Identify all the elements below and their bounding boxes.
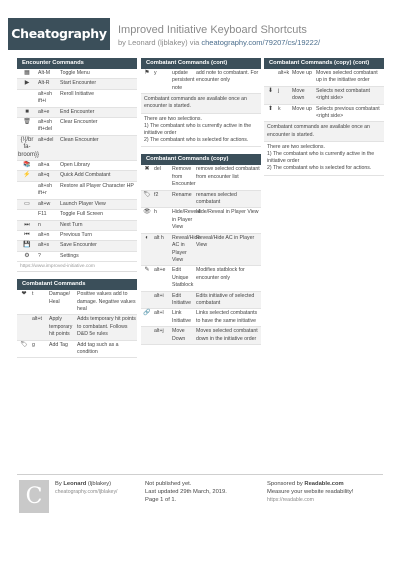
last-updated: Last updated 29th March, 2019. — [145, 489, 227, 495]
shortcut-key: alt+i — [154, 292, 164, 299]
shortcut-icon: 🗑 — [23, 119, 31, 126]
shortcut-name: Move up — [292, 70, 312, 76]
shortcut-description: Selects previous combatant <right side> — [316, 105, 380, 120]
shortcut-row — [141, 309, 261, 327]
shortcut-name: Edit Initiative — [172, 292, 192, 306]
page-count: Page 1 of 1. — [145, 497, 177, 503]
shortcut-key: Alt-R — [38, 80, 50, 87]
shortcut-icon: ⬇ — [267, 87, 274, 94]
shortcut-key: alt+q — [38, 172, 50, 179]
shortcut-key: alt+s — [38, 242, 50, 249]
shortcut-row — [141, 165, 261, 190]
shortcut-name: Hide/Reveal in Player View — [172, 209, 201, 231]
shortcut-key: alt+n — [38, 231, 50, 238]
shortcut-key: k — [278, 105, 281, 112]
byline-author: by Leonard (ljblakey) via — [118, 38, 202, 47]
encounter-commands-table — [17, 69, 137, 262]
selections-note — [141, 114, 261, 148]
shortcut-description: add note to combatant. For encounter only — [196, 70, 259, 84]
shortcut-key: alt+a — [38, 162, 50, 169]
shortcut-icon: ⏭ — [24, 221, 30, 228]
combatant-commands-table — [17, 290, 137, 358]
shortcut-row — [141, 191, 261, 209]
shortcut-description: Launch Player View — [60, 200, 106, 207]
shortcut-row — [17, 90, 137, 108]
shortcut-icon: 👁 — [143, 209, 151, 216]
shortcut-icon: {!{/br fa-broom}} — [18, 136, 40, 158]
shortcut-icon — [141, 293, 153, 308]
shortcut-name: Apply temporary hit points — [49, 316, 73, 338]
shortcut-key: g — [32, 341, 35, 348]
shortcut-name: Edit Unique Statblock — [172, 267, 194, 289]
shortcut-icon: 💾 — [23, 242, 31, 249]
shortcut-description: Save Encounter — [60, 242, 97, 249]
shortcut-description: Toggle Full Screen — [60, 211, 103, 218]
shortcut-description: Reveal/Hide AC in Player View — [196, 234, 255, 249]
byline — [118, 38, 320, 47]
shortcut-icon: ⚙ — [24, 252, 30, 259]
shortcut-row — [141, 266, 261, 291]
shortcut-row — [17, 136, 137, 161]
shortcut-name: Damage/ Heal — [49, 291, 71, 305]
shortcut-row — [17, 182, 137, 200]
combatant-copy-cont-table — [264, 69, 384, 122]
shortcut-row — [17, 241, 137, 251]
shortcut-name: Move Down — [172, 328, 186, 342]
shortcut-description: Reroll Initiative — [60, 90, 95, 97]
shortcut-key: n — [38, 221, 41, 228]
sponsor-link[interactable]: https://readable.com — [267, 497, 315, 503]
shortcut-description: Settings — [60, 252, 79, 259]
column-3 — [264, 58, 384, 176]
shortcut-description: Moves selected combatant down in the initiative order — [196, 328, 258, 342]
shortcut-row — [17, 210, 137, 220]
shortcut-key: del — [154, 166, 161, 173]
shortcut-icon: 🔗 — [143, 310, 151, 317]
note-line: 2) The combatant who is selected for actions. — [144, 137, 249, 144]
shortcut-row — [17, 118, 137, 136]
shortcut-row — [264, 87, 384, 105]
shortcut-icon: ⚑ — [144, 70, 150, 76]
shortcut-key: y — [154, 70, 157, 76]
note-line: 2) The combatant who is selected for actions. — [267, 165, 372, 172]
shortcut-icon — [141, 328, 153, 343]
shortcut-row — [141, 208, 261, 233]
shortcut-description: Adds temporary hit points to combatant. Follows D&D 5e rules — [77, 316, 136, 338]
column-1 — [17, 58, 137, 358]
note-line: 1) The combatant who is currently active in the initiative order — [144, 122, 252, 137]
shortcut-icon: ▦ — [24, 70, 30, 76]
published-status: Not published yet. — [145, 481, 192, 487]
column-2 — [141, 58, 261, 345]
shortcut-icon: ▭ — [24, 200, 30, 207]
shortcut-icon: ⬆ — [267, 105, 274, 112]
note-line: There are two selections. — [144, 115, 202, 122]
shortcut-icon: ◐ — [145, 234, 149, 241]
shortcut-icon: ▶ — [24, 80, 30, 87]
shortcut-name: Move down — [292, 87, 305, 102]
shortcut-row — [264, 69, 384, 87]
sponsor-line: Sponsored by Readable.com — [267, 481, 344, 487]
shortcut-icon: ✖ — [144, 166, 150, 173]
shortcut-row — [141, 292, 261, 310]
shortcut-description: Hide/Reveal in Player View — [196, 209, 259, 216]
shortcut-key: t — [32, 291, 34, 298]
source-url[interactable]: https://www.improved-initiative.com — [17, 262, 137, 272]
shortcut-icon: ⚡ — [23, 172, 31, 179]
shortcut-key: alt+e — [38, 108, 50, 115]
shortcut-description: Modifies statblock for encounter only — [196, 267, 245, 281]
shortcut-icon: ■ — [25, 108, 29, 115]
shortcut-row — [17, 341, 137, 359]
shortcut-description: Start Encounter — [60, 80, 97, 87]
shortcut-description: Links selected combatants to have the same initiative — [196, 310, 258, 324]
shortcut-icon — [17, 316, 31, 338]
shortcut-row — [17, 200, 137, 210]
shortcut-description: Quick Add Combatant — [60, 172, 111, 179]
shortcut-name: Rename — [172, 191, 192, 198]
note-line: There are two selections. — [267, 143, 325, 150]
shortcut-key: f2 — [154, 191, 159, 198]
combatant-copy-cont-heading: Combatant Commands (copy) (cont) — [264, 58, 384, 69]
shortcut-key: F11 — [38, 211, 47, 218]
shortcut-row — [17, 252, 137, 262]
page-title: Improved Initiative Keyboard Shortcuts — [118, 24, 307, 36]
shortcut-name: Add Tag — [49, 341, 68, 348]
cheatography-logo[interactable]: Cheatography — [8, 18, 110, 50]
combatant-copy-table — [141, 165, 261, 345]
shortcut-name: Remove from Encounter — [172, 166, 196, 188]
author-link[interactable]: cheatography.com/ljblakey/ — [55, 489, 118, 495]
shortcut-name: Reveal/Hide AC in Player View — [172, 234, 201, 263]
shortcut-description: renames selected combatant — [196, 191, 237, 206]
shortcut-key: alt+sh ift+del — [38, 119, 52, 133]
shortcut-description: Open Library — [60, 162, 90, 169]
shortcut-description: Previous Turn — [60, 231, 93, 238]
shortcut-row — [17, 315, 137, 340]
shortcut-description: remove selected combatant from encounter list — [196, 166, 260, 180]
shortcut-icon — [17, 211, 37, 218]
shortcut-description: Moves selected combatant up in the initiative order — [316, 70, 378, 84]
shortcut-key: Alt-M — [38, 70, 51, 76]
shortcut-key: h — [154, 209, 157, 216]
combatant-cont-table — [141, 69, 261, 94]
shortcut-description: Selects next combatant <right side> — [316, 87, 370, 102]
shortcut-name: update persistent note — [172, 70, 195, 91]
shortcut-name: Move up — [292, 105, 312, 112]
shortcut-key: alt+w — [38, 200, 51, 207]
selections-note — [264, 142, 384, 176]
shortcut-key: alt+sh ift+i — [38, 90, 52, 105]
shortcut-icon: 🏷 — [20, 341, 28, 348]
sponsor-tagline: Measure your website readability! — [267, 489, 354, 495]
byline-link[interactable]: cheatography.com/79207/cs/19222/ — [201, 38, 321, 47]
shortcut-icon: ❤ — [21, 291, 27, 298]
shortcut-description: Next Turn — [60, 221, 83, 228]
shortcut-row — [17, 171, 137, 181]
page-header — [0, 0, 400, 56]
shortcut-key: alt+del — [38, 136, 54, 143]
shortcut-row — [141, 69, 261, 94]
shortcut-description: Clear Encounter — [60, 119, 98, 126]
shortcut-description: Clean Encounter — [60, 136, 99, 143]
note-line: 1) The combatant who is currently active in the initiative order — [267, 151, 375, 165]
shortcut-description: Add tag such as a condition — [77, 341, 119, 355]
shortcut-row — [141, 327, 261, 345]
shortcut-row — [17, 69, 137, 79]
shortcut-icon: 📚 — [23, 162, 31, 169]
shortcut-icon: ⏮ — [24, 231, 30, 238]
author-avatar: C — [19, 480, 49, 513]
combatant-commands-heading: Combatant Commands — [17, 279, 137, 290]
shortcut-key: alt+k — [278, 70, 290, 76]
shortcut-key: j — [278, 87, 280, 94]
shortcut-description: Positive values add to damage. Negative values heal — [77, 291, 136, 312]
shortcut-row — [17, 108, 137, 118]
shortcut-name: Link Initiative — [172, 310, 192, 324]
shortcut-icon: ✎ — [144, 267, 150, 274]
shortcut-key: alt+j — [154, 328, 164, 335]
availability-note: Combatant commands are available once an encounter is started. — [264, 122, 384, 141]
shortcut-icon — [17, 183, 37, 198]
shortcut-key: alt h — [154, 234, 164, 241]
shortcut-row — [264, 105, 384, 123]
shortcut-key: alt+l — [154, 310, 164, 317]
combatant-copy-heading: Combatant Commands (copy) — [141, 154, 261, 165]
shortcut-description: Restore all Player Character HP — [60, 182, 134, 189]
shortcut-row — [17, 161, 137, 171]
shortcut-row — [17, 231, 137, 241]
shortcut-key: alt+e — [154, 267, 166, 274]
shortcut-icon — [264, 70, 277, 85]
shortcut-icon — [17, 91, 37, 106]
shortcut-row — [141, 234, 261, 267]
shortcut-row — [17, 221, 137, 231]
author-line: By Leonard (ljblakey) — [55, 481, 112, 487]
combatant-cont-heading: Combatant Commands (cont) — [141, 58, 261, 69]
shortcut-key: alt+sh ift+r — [38, 182, 52, 197]
shortcut-description: End Encounter — [60, 108, 95, 115]
shortcut-row — [17, 290, 137, 315]
shortcut-row — [17, 79, 137, 89]
availability-note: Combatant commands are available once an encounter is started. — [141, 94, 261, 113]
shortcut-key: alt+t — [32, 316, 42, 323]
shortcut-key: ? — [38, 252, 41, 259]
shortcut-description: Toggle Menu — [60, 70, 90, 76]
sponsor-name[interactable]: Readable.com — [304, 481, 344, 487]
page-footer — [0, 474, 400, 566]
author-name[interactable]: Leonard — [63, 481, 87, 487]
shortcut-icon: 🏷 — [143, 191, 151, 198]
shortcut-description: Edits initiative of selected combatant — [196, 292, 255, 306]
encounter-commands-heading: Encounter Commands — [17, 58, 137, 69]
